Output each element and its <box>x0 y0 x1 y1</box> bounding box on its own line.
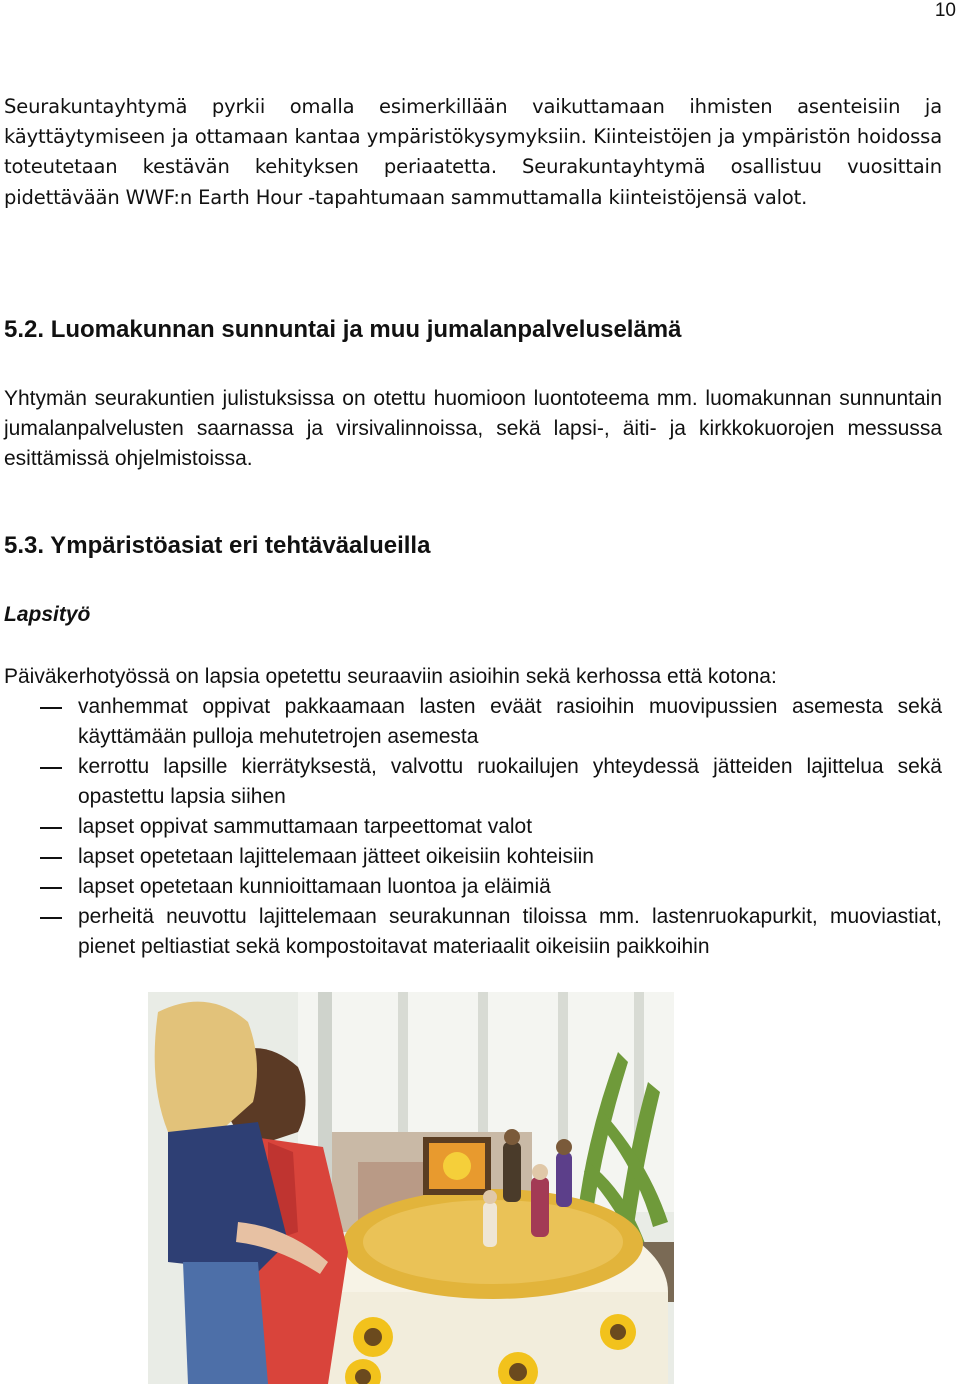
lapsityo-subheading: Lapsityö <box>4 603 91 626</box>
dash-bullet-icon <box>40 857 62 859</box>
lapsityo-intro: Päiväkerhotyössä on lapsia opetettu seuraaviin asioihin sekä kerhossa että kotona: <box>4 665 777 688</box>
list-item: perheitä neuvottu lajittelemaan seurakunnan tiloissa mm. lastenruokapurkit, muoviastiat, pienet peltiastiat sekä kompostoitavat materiaalit oikeisiin paikkoihin <box>4 902 942 962</box>
section-5-2-heading: 5.2. Luomakunnan sunnuntai ja muu jumalanpalveluselämä <box>4 316 682 343</box>
dash-bullet-icon <box>40 887 62 889</box>
list-item: lapset oppivat sammuttamaan tarpeettomat valot <box>4 812 942 842</box>
lapsityo-list <box>4 692 942 962</box>
section-5-2-paragraph: Yhtymän seurakuntien julistuksissa on otettu huomioon luontoteema mm. luomakunnan sunnuntain jumalanpalvelusten saarnassa ja virsivalinnoissa, sekä lapsi-, äiti- ja kirkkokuorojen messussa esittämissä ohjelmistoissa. <box>4 387 942 471</box>
dash-bullet-icon <box>40 917 62 919</box>
section-5-3-heading: 5.3. Ympäristöasiat eri tehtäväalueilla <box>4 532 431 559</box>
list-item: lapset opetetaan lajittelemaan jätteet oikeisiin kohteisiin <box>4 842 942 872</box>
dash-bullet-icon <box>40 707 62 709</box>
intro-paragraph: Seurakuntayhtymä pyrkii omalla esimerkillään vaikuttamaan ihmisten asenteisiin ja käyttäytymiseen ja ottamaan kantaa ympäristökysymyksiin. Kiinteistöjen ja ympäristön hoidossa toteutetaan kestävän kehityksen periaatetta. Seurakuntayhtymä osallistuu vuosittain pidettävään WWF:n Earth Hour -tapahtumaan sammuttamalla kiinteistöjensä valot. <box>4 95 942 209</box>
list-item: kerrottu lapsille kierrätyksestä, valvottu ruokailujen yhteydessä jätteiden lajittelua sekä opastettu lapsia siihen <box>4 752 942 812</box>
list-item: lapset opetetaan kunnioittamaan luontoa ja eläimiä <box>4 872 942 902</box>
list-item: vanhemmat oppivat pakkaamaan lasten eväät rasioihin muovipussien asemesta sekä käyttämään pulloja mehutetrojen asemesta <box>4 692 942 752</box>
children-nature-table-photo <box>148 992 674 1384</box>
dash-bullet-icon <box>40 767 62 769</box>
dash-bullet-icon <box>40 827 62 829</box>
page-number: 10 <box>934 0 956 21</box>
